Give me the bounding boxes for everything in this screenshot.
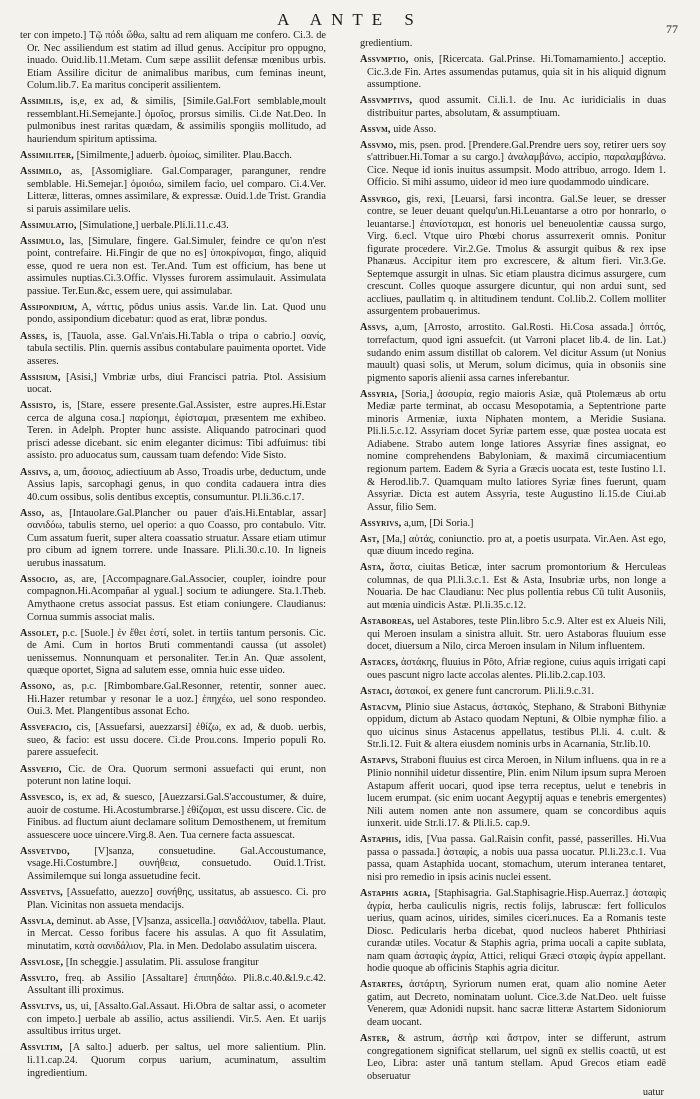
page-number: 77 (666, 22, 678, 36)
entry-text: as, p.c. [Rimbombare.Gal.Resonner, retentir, sonner auec. Hi.Hazer retumbar y resonar le a uoz.] ἐπηχέω, uel sono respondeo. Oui.3. Met. Plangentibus assonat Echo. (27, 681, 326, 718)
entry-text: a, um, ἄσσιος, adiectiuum ab Asso, Troadis urbe, deductum, unde Assius lapis, sarcophagi genus, in quo condita cadauera intra dies 40.cum ossibus, solis dentibus exceptis, consumuntur. Pl.li.36.c.17. (27, 466, 327, 503)
dictionary-entry (360, 322, 666, 385)
dictionary-entry (20, 236, 326, 299)
dictionary-entry (360, 54, 666, 92)
running-head: A ANTE S (277, 10, 423, 29)
entry-text: p.c. [Suole.] ἐν ἔθει ἐστί, solet. in tertiis tantum personis. Cic. de Ami. Cum in hortos Bruti commentandi caussa (ut assolet) uenissemus. Nonnunquam et personaliter. Ter.in An. Quæ assolent, quæque oportet, Signa ad salutem esse, omnia huic esse uideo. (27, 627, 327, 677)
entry-text: is, ex ad, & suesco, [Auezzarsi.Gal.S'accoustumer, & duire, auoir de costume. Hi.Acostumbrarse.] ἐθίζομαι, est ussu discere. Cic. de Finibus. ad fluctum aiunt declamare solitum Demosthenem, ut fremitum assuescere uoce uincere.Virg.8. Aen. Tua cernere facta assuescat. (27, 792, 326, 841)
dictionary-entry (20, 722, 326, 760)
entry-headword: Astaboreas, (360, 616, 415, 628)
entry-headword: Assivs, (20, 466, 51, 478)
entry-text: Plinio siue Astacus, ἀστακός, Stephano, & Straboni Bithyniæ oppidum, dictum ab Astaco quodam Neptuni, & Olbie nymphæ filio. a quo uicinus sinus Astacenus appellatus, testibus Pl.li. 4. c.ult. & Str.li.12. Fuit & altera eiusdem nominis urbs in Acarnania, Str.lib.10. (367, 701, 666, 751)
entry-text: ἀστάρτη, Syriorum numen erat, quam alio nomine Aeter gatim, aut Decreto, nominatam uolunt. Cice.3.de Nat.Deo. uelt fuisse Venerem, quæ Adonidi nupsit. hanc sacræ litteræ Astartem Sidoniorum deam uocant. (367, 979, 667, 1028)
entry-headword: Aster, (360, 1032, 390, 1044)
dictionary-entry (360, 616, 666, 654)
entry-text: uide Asso. (393, 123, 437, 135)
dictionary-entry (20, 887, 326, 912)
dictionary-entry (20, 30, 326, 93)
entry-headword: Assvefio, (20, 763, 62, 775)
dictionary-entry (20, 400, 326, 463)
dictionary-entry (360, 834, 666, 884)
entry-text: Cic. de Ora. Quorum sermoni assuefacti qui erunt, non poterunt non latine loqui. (27, 763, 326, 788)
dictionary-entry (20, 150, 326, 163)
entry-headword: Assimulatio, (20, 219, 77, 231)
entry-headword: Assvlto, (20, 972, 59, 984)
dictionary-entry (20, 846, 326, 884)
entry-text: as, are, [Accompagnare.Gal.Associer, coupler, ioindre pour compagnon.Hi.Acompañar al ygual.] socium te adiungere. Sta.1.Theb. Amythaone cretus associat passus. Est etiam coniungere. Claudianus: Cornua summis associat malis. (27, 573, 327, 623)
entry-text: is, [Tauola, asse. Gal.Vn'ais.Hi.Tabla o tripa o cabrio.] σανίς, tabula sectilis. Plin. quernis assibus contabulare pauimenta oportet. Vide asseres. (27, 330, 327, 367)
entry-text: [Soria,] ἀσσυρία, regio maioris Asiæ, quā Ptolemæus ab ortu Mediæ parte terminat, ab occasu Mesopotamia, a Septentrione parte minoris Armeniæ, iuxta Niphaten montem, a Meridie Susiana. Pli.li.5.c.12. Assyriam docet Syriæ partem esse, quæ postea uocata est Adiabene. Strabo autem longe latiores Assyriæ fines assignat, eo nomine comprehendens Babyloniam, & maximā circumiacentium regionum partem. Eadem & Syria a Græcis uocata est, teste Iustino l.1. & Herod.lib.7. Quamquam multo latiores Syriæ fines fuerunt, quam Assyriæ. Dicta est autem Assyria, teste Augustino li.15.de Ciui.ab Assur, filio Sem. (367, 388, 667, 513)
entry-headword: Assvesco, (20, 792, 64, 804)
left-column (20, 30, 326, 1084)
entry-headword: Assvltvs, (20, 1001, 63, 1013)
entry-text: [Staphisagria. Gal.Staphisagrie.Hisp.Auerraz.] ἀσταφὶς ἀγρία, herba cauliculis nigris, rectis folijs, labruscæ: fert folliculos uerius, quam acinos, uirides, similes ciceri.nuces. Ea a Romanis teste Diosc. Pedicularis herba dicebat, quod nucleos haberet Phthiriasi curandæ utiles. Vocatur & Staphis agria, prima uocali a capite sublata, nam quam ἀσταφὶς ἀγρία, Attici, reliqui Græci σταφὶς ἀγρία appellant. hodie quoque ab officinis Staphis agria dicitur. (367, 887, 666, 975)
dictionary-entry (20, 681, 326, 719)
dictionary-entry (360, 389, 666, 514)
entry-text: freq. ab Assilio [Assaltare] ἐπιπηδάω. Pli.8.c.40.&l.9.c.42. Assultant illi proximus. (27, 972, 326, 997)
entry-headword: Assvla, (20, 915, 54, 927)
entry-text: deminut. ab Asse, [V]sanza, assicella.] σανιδάλιον, tabella. Plaut. in Mercat. Cesso foribus facere his assulas. A quo fit Assulatim, minutatim, κατὰ σανιδάλιον, Pla. in Men. Dedolabo assulatim uiscera. (27, 915, 327, 952)
entry-text: uel Astabores, teste Plin.libro 5.c.9. Alter est ex Alueis Nili, qui Meroen insulam a sinistra alluit. Str. uero Astaboras fluuium esse docet, diuersum a Nilo, circa Meroen insulam in Nilum influentem. (367, 616, 667, 653)
right-column (360, 38, 666, 1099)
dictionary-entry (20, 628, 326, 678)
entry-headword: Assvm, (360, 123, 391, 135)
entry-text: gis, rexi, [Leuarsi, farsi incontra. Gal.Se leuer, se dresser contre, se leuer deuant quelqu'un.Hi.Leuantarse a otro por honrarlo, o leuantarse.] ἐπανίσταμαι, est honoris uel beneuolentiæ caussa surgo, Virg. 6.ecl. Vtque uiro Phœbi chorus assurrexerit omnis. Ponitur figurate procedere. Vir.2.Ge. Tmolus & assurgit quibus & rex ipse Phanæus. Accipitur item pro excrescere, & altum fieri. Vir.3.Ge. Septemque assurgit in ulnas. Sic etiam plaustra dicimus assurgere, cum crescunt. Colles quoque assurgere dicuntur, qui non ardui sunt, sed accliues, paullatim q. in altitudinem tendunt. Col.lib.2. Collem molliter assurgentem probauerimus. (367, 193, 666, 318)
entry-headword: Asso, (20, 507, 45, 519)
entry-text: [In scheggie.] assulatim. Pli. assulose frangitur (65, 956, 259, 968)
entry-text: [V]sanza, consuetudine. Gal.Accoustumance, vsage.Hi.Costumbre.] συνήθεια, consuetudo. Ouid.1.Trist. Assimilemque sui longa assuetudine fecit. (27, 845, 327, 882)
dictionary-entry (20, 957, 326, 970)
entry-text: [Assuefatto, auezzo] συνήθης, ussitatus, ab assuesco. Ci. pro Plan. Vicinitas non assueta mendacijs. (27, 886, 327, 911)
entry-headword: Astaphis, (360, 834, 402, 846)
entry-headword: Assolet, (20, 627, 59, 639)
dictionary-entry (20, 1001, 326, 1039)
entry-text: a,um, [Arrosto, arrostito. Gal.Rosti. Hi.Cosa assada.] ὀπτός, torrefactum, quod igni assuefcit. (ut Varroni placet lib.4. de lin. Lat.) sudando enim assum distillat ob calorem. Vel dicitur Assum (ut Nonius mauult) quasi solis, ut Merum, solum dicimus, quia in obsoniis sine pigmento saporis alienii assa carnes inferebantur. (367, 322, 667, 384)
dictionary-entry (360, 979, 666, 1029)
dictionary-entry (20, 792, 326, 842)
entry-text: ter con impeto.] Τῷ πόδι ὥθω, saltu ad rem aliquam me confero. Ci.3. de Or. Nec assiliendum est statim ad illud genus. Accipitur pro oppugno, inuado. Ouid.lib.11.Metam. Cum sæpe assiliit defensæ mœnibus urbis. Etiam Assilire dicitur de animalibus maribus, cum feminas ineunt, Colum.lib.7. Ea maritus conciperit assilientem. (20, 30, 326, 92)
entry-text: quod assumit. Ci.li.1. de Inu. Ac iuridicialis in duas distribuitur partes, absolutam, & assumptiuam. (367, 95, 666, 119)
entry-text: is, [Stare, essere presente.Gal.Assister, estre aupres.Hi.Estar cerca de alguna cosa.] παρίσημι, ἐφίσταμαι, præsentem me exhibeo. Teren. in Adelph. Propter hunc assiste. Aliquando patrocinari quod prisci adesse dicebant. sic enim eleganter dicimus: Tibi adfuimus: tibi assisto. pro aduocatus sum, caussam tuam defendo: Vide Sisto. (27, 400, 327, 462)
entry-text: ἄστα, ciuitas Beticæ, inter sacrum promontorium & Herculeas columnas, de qua Pl.li.3.c.1. Est & Asta, Insubriæ urbs, non longe a Nouaria. De hac Claudianu: Nec plus pollentia rebus Cū tulit Ausoniis, aut mœnia uindicis Astæ. Pl.li.35.c.12. (367, 562, 667, 611)
dictionary-entry (360, 124, 666, 137)
entry-headword: Assyria, (360, 388, 398, 400)
entry-text: as, [Intauolare.Gal.Plancher ou pauer d'ais.Hi.Entablar, assar] σανιδόω, tabulis sterno, uel operio: a quo Coasso, pro contabulo. Vitr. Cum assatum fuerit, super altera coassatio struatur. Assare etiam utimur pro cibum ad ignem torrere. unde Inassare. Pli.li.30.c.10. In ligneis uerubus inassatum. (27, 507, 326, 569)
dictionary-entry (360, 518, 666, 531)
entry-headword: Assvetvdo, (20, 845, 70, 857)
dictionary-entry (360, 534, 666, 559)
entry-headword: Assisium, (20, 371, 61, 383)
entry-headword: Assimiliter, (20, 149, 75, 161)
dictionary-entry (360, 657, 666, 682)
dictionary-entry (360, 95, 666, 120)
dictionary-entry (20, 574, 326, 624)
dictionary-entry (20, 508, 326, 571)
entry-headword: Astapvs, (360, 755, 398, 767)
dictionary-entry (360, 562, 666, 612)
dictionary-entry (20, 764, 326, 789)
entry-headword: Assipondium, (20, 301, 78, 313)
entry-headword: Asta, (360, 562, 385, 574)
entry-headword: Asses, (20, 330, 48, 342)
entry-text: a,um, [Di Soria.] (403, 517, 474, 529)
entry-headword: Astacvm, (360, 701, 402, 713)
dictionary-entry (360, 888, 666, 976)
entry-headword: Astaci, (360, 685, 393, 697)
entry-headword: Assisto, (20, 400, 57, 412)
entry-headword: Astaces, (360, 657, 399, 669)
entry-headword: Assvefacio, (20, 722, 72, 734)
entry-text: ἀστάκης, fluuius in Pôto, Afriæ regione, cuius aquis irrigati capi oues pascunt nigro lacte accolas alentes. Pli.lib.2.cap.103. (367, 657, 666, 681)
dictionary-entry (360, 38, 666, 51)
catchword: uatur (642, 1086, 664, 1098)
entry-headword: Assvmptio, (360, 54, 409, 66)
entry-headword: Assvmo, (360, 139, 397, 151)
entry-text: cis, [Assuefarsi, auezzarsi] ἐθίζω, ex ad, & duob. uerbis, sueo, & facio: est ussu docere. Ci.de Prou.cons. Imperio populi Ro. parere assuefecit. (27, 722, 326, 759)
dictionary-entry (20, 220, 326, 233)
dictionary-entry (360, 686, 666, 699)
entry-text: onis, [Ricercata. Gal.Prinse. Hi.Tomamamiento.] acceptio. Cic.3.de Fin. Artes assumendas putamus, quia sit in his aliquid dignum assumptione. (367, 54, 667, 91)
dictionary-entry (360, 194, 666, 319)
entry-headword: Associo, (20, 573, 59, 585)
entry-headword: Assvrgo, (360, 193, 401, 205)
entry-text: & astrum, ἀστὴρ καὶ ἄστρον, inter se differunt, astrum congregationem significat stellarum, uel signū ex stellis coactū, ut est Leo, Libra: aster unā tantum stellam. Apud Grecos etiam eadē obseruatur (367, 1032, 666, 1082)
entry-text: is,e, ex ad, & similis, [Simile.Gal.Fort semblable,moult ressemblant.Hi.Semejante.] ὁμοῖος, prorsus similis. Ci.de Nat.Deo. In pulmonibus inest raritas quædam, & assimilis spongiis mollitudo, ad hauriendum spiritum aptissima. (27, 96, 326, 145)
entry-text: [A salto.] aduerb. per saltus, uel more salientium. Plin. li.11.cap.24. Quorum corpus uarium, acuminatum, assultim ingredientium. (27, 1042, 326, 1079)
entry-text: Straboni fluuius est circa Meroen, in Nilum influens. qua in re a Plinio nonnihil uidetur dissentire, Plin. enim Nilum ipsum supra Meroen Astapum afferit uocari, quod ipse terra receptus, uelut e tenebris in lucem erumpat. (sic enim uocant Aegyptij aquas e tenebris emergentes) Nili autem nomen ante non assumere, quam se concordibus aquis iunxerit. uide Str.li.17. & Pli.li.5. cap.9. (367, 755, 666, 830)
entry-headword: Assimilis, (20, 96, 64, 108)
dictionary-entry (20, 467, 326, 505)
dictionary-entry (20, 166, 326, 216)
dictionary-entry (20, 973, 326, 998)
entry-text: us, ui, [Assalto.Gal.Assaut. Hi.Obra de saltar assi, o acometer con impeto.] uerbale ab assilio, actus assiliendi. Vir.5. Aen. Et uarijs assultibus irritus urget. (27, 1001, 326, 1038)
entry-text: [Asisi,] Vmbriæ urbs, diui Francisci patria. Ptol. Assisium uocat. (27, 371, 326, 396)
dictionary-entry (360, 755, 666, 830)
entry-headword: Assyrivs, (360, 517, 402, 529)
dictionary-entry (20, 372, 326, 397)
dictionary-entry (20, 1042, 326, 1080)
entry-headword: Assvs, (360, 322, 388, 334)
entry-text: las, [Simulare, fingere. Gal.Simuler, feindre ce qu'on n'est point, contrefaire. Hi.Fingir de que no es] ὑποκρίνομαι, fingo, aliquid esse, quod re uera non est. Ter.And. Tum est officium, has bene ut assimules nuptias.Ci.3.Offic. Vlysses furorem assimulauit. Assimulata passiue. Ter.Eun.&c, essem uere, qui assimulabar. (27, 235, 326, 297)
dictionary-entry (360, 1033, 666, 1083)
dictionary-entry (20, 302, 326, 327)
entry-headword: Assvlose, (20, 956, 64, 968)
dictionary-entry (360, 702, 666, 752)
entry-text: mis, psen. prod. [Prendere.Gal.Prendre uers soy, retirer uers soy s'attribuer.Hi.Tomar a su cargo.] ἀναλαμβάνω, accipio, παραλαμβάνω. Cice. Neque id ionis inuitus assumpsit. Modo attribuo, arrogo. Idem 1. Officio. Si mihi assumo, uideor id meo iure quodammodo uindicare. (367, 139, 666, 189)
entry-text: A, νάττις, pôdus unius assis. Var.de lin. Lat. Quod unu pondo, assipondium dicebatur: quod as erat, libræ pondus. (27, 301, 327, 326)
entry-headword: Assvetvs, (20, 886, 63, 898)
entry-text: [Ma,] αὐτάς, coniunctio. pro at, a poetis usurpata. Vir.Aen. Ast ego, quæ diuum incedo regina. (367, 533, 667, 558)
entry-headword: Assvmptivs, (360, 95, 413, 107)
dictionary-entry (20, 96, 326, 146)
entry-headword: Ast, (360, 533, 380, 545)
dictionary-entry (20, 331, 326, 369)
entry-headword: Astaphis agria, (360, 887, 431, 899)
entry-text: gredientium. (360, 38, 413, 49)
entry-headword: Assimulo, (20, 235, 65, 247)
dictionary-entry (20, 916, 326, 954)
entry-text: as, [Assomigliare. Gal.Comparager, paranguner, rendre semblable. Hi.Semejar.] ὁμοιόω, similem facio, uel comparo. Ci.4.Ver. Litteræ, litteras, omnes assimilare, & expressæ. Ouid.1.de Trist. Grandia si paruis assimilare uelis. (27, 165, 327, 215)
entry-headword: Assono, (20, 681, 56, 693)
dictionary-entry (360, 140, 666, 190)
entry-headword: Assimilo, (20, 165, 62, 177)
entry-text: [Simulatione,] uerbale.Pli.li.11.c.43. (79, 219, 229, 231)
entry-text: idis, [Vua passa. Gal.Raisin confit, passé, passerilles. Hi.Vua passa o passada.] ἀσταφίς, a nobis uua passa uocatur. Pl.li.23.c.1. Vua passa, quam Astaphida uocant, stomachum, uterum interanea tentaret, nisi pro remedio in ipsis acinis nuclei essent. (367, 834, 666, 883)
entry-text: ἀστακοί, ex genere funt cancrorum. Pli.li.9.c.31. (394, 685, 595, 697)
entry-text: [Similmente,] aduerb. ὁμοίως, similiter. Plau.Bacch. (76, 149, 292, 161)
entry-headword: Assvltim, (20, 1042, 63, 1054)
entry-headword: Astartes, (360, 979, 403, 991)
